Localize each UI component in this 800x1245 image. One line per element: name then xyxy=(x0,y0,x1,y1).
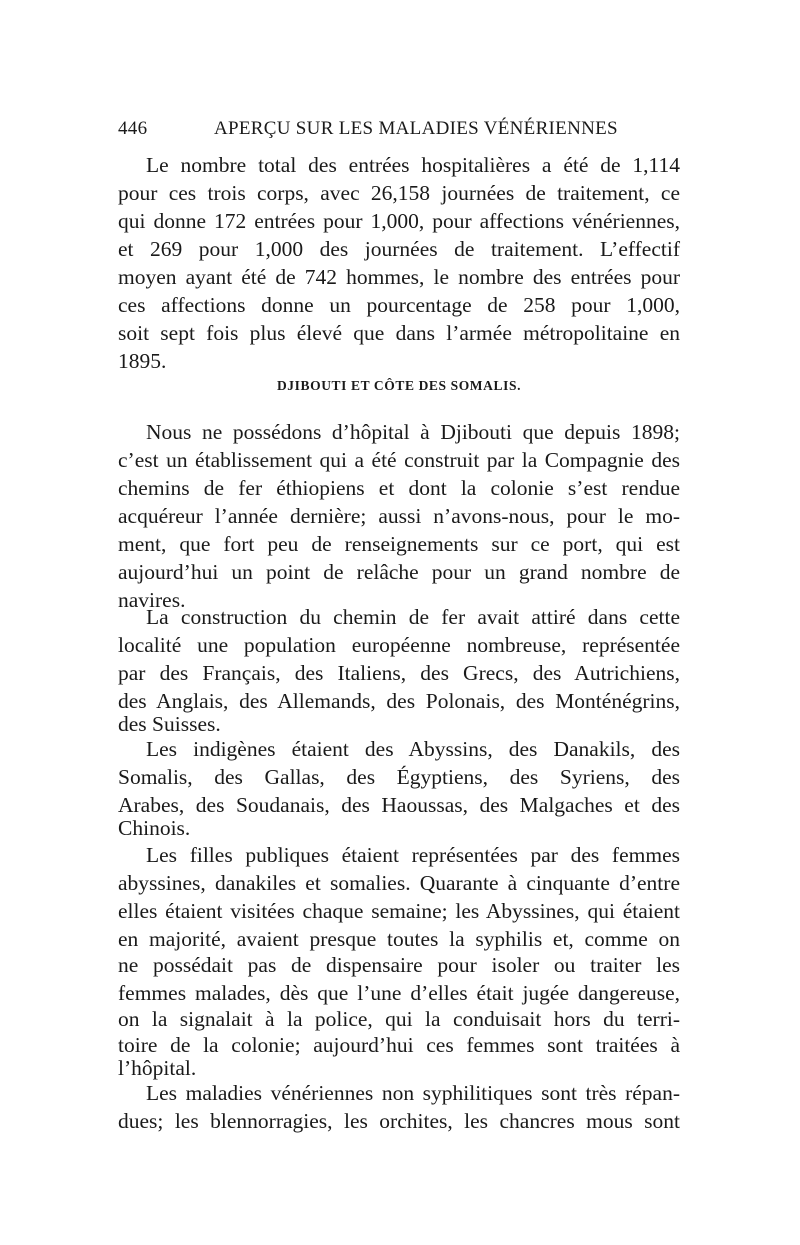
text-line: Les indigènes étaient des Abyssins, des Danakils, des xyxy=(146,737,680,761)
text-line: femmes malades, dès que l’une d’elles était jugée dangereuse, xyxy=(118,981,680,1005)
text-line: on la signalait à la police, qui la conduisait hors du terri- xyxy=(118,1007,680,1031)
page-number: 446 xyxy=(118,118,148,139)
text-line: Somalis, des Gallas, des Égyptiens, des Syriens, des xyxy=(118,765,680,789)
text-line: pour ces trois corps, avec 26,158 journées de traitement, ce xyxy=(118,181,680,205)
text-line: qui donne 172 entrées pour 1,000, pour affections vénériennes, xyxy=(118,209,680,233)
text-line: chemins de fer éthiopiens et dont la colonie s’est rendue xyxy=(118,476,680,500)
text-line: Le nombre total des entrées hospitalières a été de 1,114 xyxy=(146,153,680,177)
text-line: navires. xyxy=(118,588,186,612)
text-line: et 269 pour 1,000 des journées de traitement. L’effectif xyxy=(118,237,680,261)
text-line: des Suisses. xyxy=(118,712,221,736)
text-line: en majorité, avaient presque toutes la syphilis et, comme on xyxy=(118,927,680,951)
running-title: APERÇU SUR LES MALADIES VÉNÉRIENNES xyxy=(214,118,618,139)
running-head xyxy=(118,118,680,146)
text-line: par des Français, des Italiens, des Grecs, des Autrichiens, xyxy=(118,661,680,685)
section-heading: DJIBOUTI ET CÔTE DES SOMALIS. xyxy=(276,378,522,393)
text-line: ment, que fort peu de renseignements sur ce port, qui est xyxy=(118,532,680,556)
text-line: 1895. xyxy=(118,349,167,373)
text-line: Arabes, des Soudanais, des Haoussas, des Malgaches et des xyxy=(118,793,680,817)
text-line: soit sept fois plus élevé que dans l’armée métropolitaine en xyxy=(118,321,680,345)
text-line: Les filles publiques étaient représentées par des femmes xyxy=(146,843,680,867)
text-line: Nous ne possédons d’hôpital à Djibouti que depuis 1898; xyxy=(146,420,680,444)
text-line: ces affections donne un pourcentage de 258 pour 1,000, xyxy=(118,293,680,317)
text-line: acquéreur l’année dernière; aussi n’avons-nous, pour le mo- xyxy=(118,504,680,528)
text-line: La construction du chemin de fer avait attiré dans cette xyxy=(146,605,680,629)
text-line: ne possédait pas de dispensaire pour isoler ou traiter les xyxy=(118,953,680,977)
text-line: dues; les blennorragies, les orchites, les chancres mous sont xyxy=(118,1109,680,1133)
text-line: l’hôpital. xyxy=(118,1056,197,1080)
text-line: abyssines, danakiles et somalies. Quarante à cinquante d’entre xyxy=(118,871,680,895)
text-line: c’est un établissement qui a été construit par la Compagnie des xyxy=(118,448,680,472)
text-line: elles étaient visitées chaque semaine; les Abyssines, qui étaient xyxy=(118,899,680,923)
text-line: localité une population européenne nombreuse, représentée xyxy=(118,633,680,657)
text-line: moyen ayant été de 742 hommes, le nombre des entrées pour xyxy=(118,265,680,289)
text-line: des Anglais, des Allemands, des Polonais, des Monténégrins, xyxy=(118,689,680,713)
text-line: toire de la colonie; aujourd’hui ces femmes sont traitées à xyxy=(118,1033,680,1057)
text-line: Chinois. xyxy=(118,816,191,840)
text-line: Les maladies vénériennes non syphilitiques sont très répan- xyxy=(146,1081,680,1105)
text-line: aujourd’hui un point de relâche pour un grand nombre de xyxy=(118,560,680,584)
